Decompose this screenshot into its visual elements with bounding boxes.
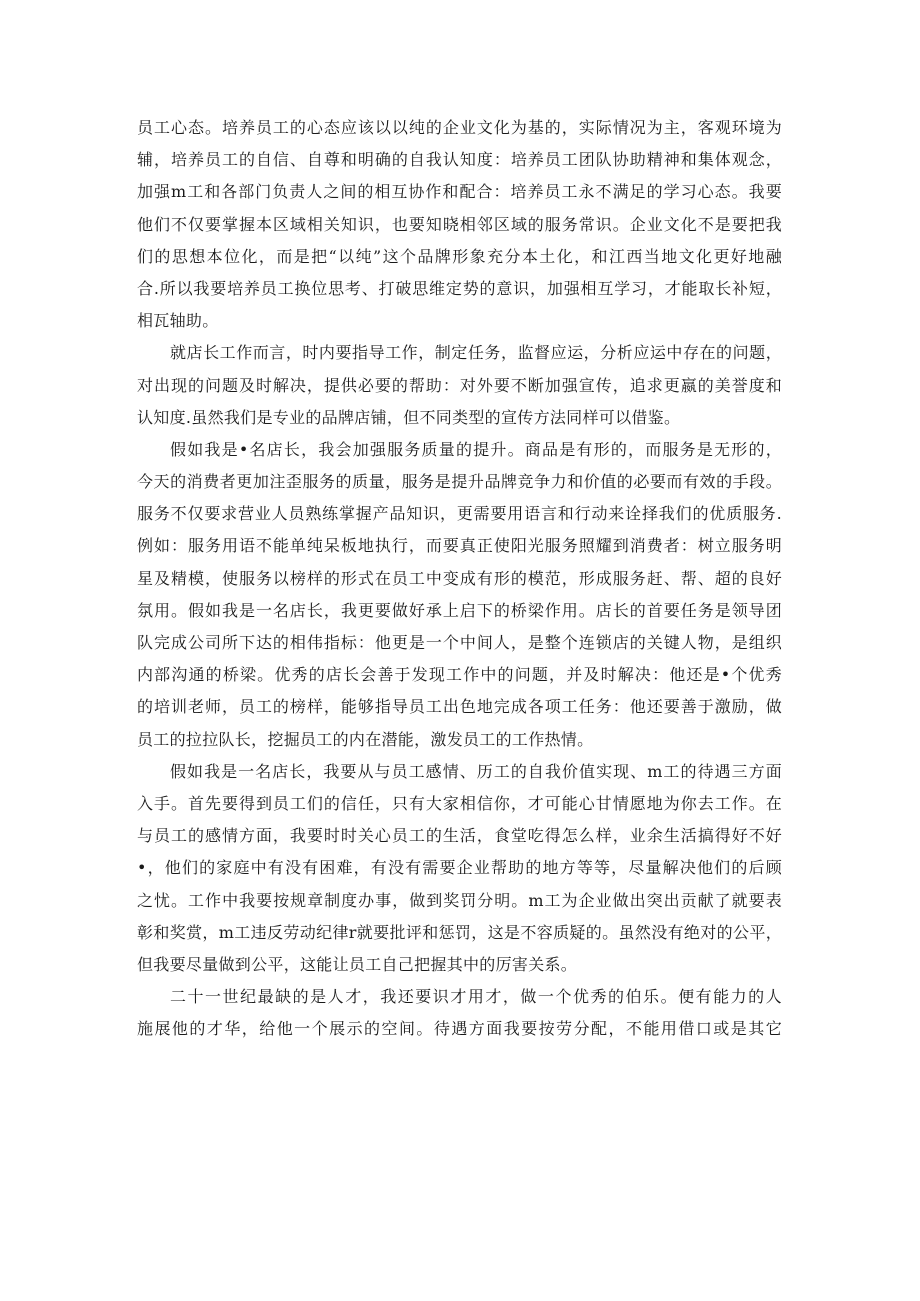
text-line: 加强m工和各部门负责人之间的相互协作和配合：培养员工永不满足的学习心态。我要 (137, 182, 782, 202)
paragraph (137, 337, 782, 434)
text-line: 今天的消费者更加注歪服务的质量，服务是提升品牌竞争力和价值的必要而有效的手段。 (137, 472, 782, 492)
text-line: 假如我是•名店长，我会加强服务质量的提升。商品是有形的，而服务是无形的， (170, 439, 782, 459)
text-line: 氛用。假如我是一名店长，我更要做好承上启下的桥梁作用。店长的首要任务是领导团 (137, 600, 782, 620)
text-line: 内部沟通的桥梁。优秀的店长会善于发现工作中的问题，并及时解决：他还是•个优秀 (137, 665, 782, 685)
document-body (137, 112, 782, 1045)
text-line: •，他们的家庭中有没有困难，有没有需要企业帮助的地方等等，尽量解决他们的后顾 (137, 858, 782, 878)
text-line: 队完成公司所下达的相伟指标：他更是一个中间人，是整个连锁店的关键人物，是组织 (137, 633, 782, 652)
text-line: 服务不仅要求营业人员熟练掌握产品知识，更需要用语言和行动来诠择我们的优质服务. (137, 504, 782, 524)
text-line: 星及精模，使服务以榜样的形式在员工中变成有形的模范，形成服务赶、帮、超的良好 (137, 568, 782, 588)
text-line: 合.所以我要培养员工换位思考、打破思维定势的意识，加强相互学习，才能取长补短， (137, 278, 782, 298)
paragraph (137, 434, 782, 756)
text-line: 就店长工作而言，时内要指导工作，制定任务，监督应运，分析应运中存在的问题， (170, 343, 782, 363)
text-line: 假如我是一名店长，我要从与员工感情、历工的自我价值实现、m工的待遇三方面 (170, 761, 782, 781)
text-line: 员工心态。培养员工的心态应该以以纯的企业文化为基的，实际情况为主，客观环境为 (137, 118, 782, 137)
text-line: 们的思想本位化，而是把“以纯”这个品牌形象充分本土化，和江西当地文化更好地融 (137, 246, 782, 266)
text-line: 他们不仅要掌握本区域相关知识，也要知晓相邻区域的服务常识。企业文化不是要把我 (137, 214, 782, 234)
text-line: 例如：服务用语不能单纯呆板地执行，而要真正使阳光服务照耀到消费者：树立服务明 (137, 536, 782, 556)
text-line: 入手。首先要得到员工们的信任，只有大家相信你，才可能心甘情愿地为你去工作。在 (137, 793, 782, 813)
text-line: 之忧。工作中我要按规章制度办事，做到奖罚分明。m工为企业做出突出贡献了就要表 (137, 890, 782, 910)
text-line: 但我要尽量做到公平，这能让员工自己把握其中的厉害关系。 (137, 954, 578, 974)
text-line: 的培训老师，员工的榜样，能够指导员工出色地完成各项工任务：他还要善于激励，做 (137, 697, 782, 717)
text-line: 施展他的才华，给他一个展示的空间。待遇方面我要按劳分配，不能用借口或是其它 (137, 1019, 782, 1039)
paragraph (137, 756, 782, 981)
text-line: 认知度.虽然我们是专业的品牌店铺，但不同类型的宣传方法同样可以借鉴。 (137, 407, 681, 427)
text-line: 二十一世纪最缺的是人才，我还要识才用才，做一个优秀的伯乐。便有能力的人 (170, 987, 782, 1007)
text-line: 对出现的问题及时解决，提供必要的帮助：对外要不断加强宣传，追求更嬴的美誉度和 (137, 375, 782, 395)
paragraph (137, 112, 782, 337)
text-line: 员工的拉拉队长，挖掘员工的内在潜能，激发员工的工作热情。 (137, 729, 594, 749)
text-line: 彰和奖赏，m工违反劳动纪律r就要批评和惩罚，这是不容质疑的。虽然没有绝对的公平， (137, 922, 782, 942)
text-line: 辅，培养员工的自信、自尊和明确的自我认知度：培养员工团队协助精神和集体观念， (137, 150, 782, 170)
text-line: 与员工的感情方面，我要时时关心员工的生活，食堂吃得怎么样，业余生活搞得好不好 (137, 826, 782, 846)
paragraph (137, 981, 782, 1045)
text-line: 相瓦轴助。 (137, 311, 219, 331)
